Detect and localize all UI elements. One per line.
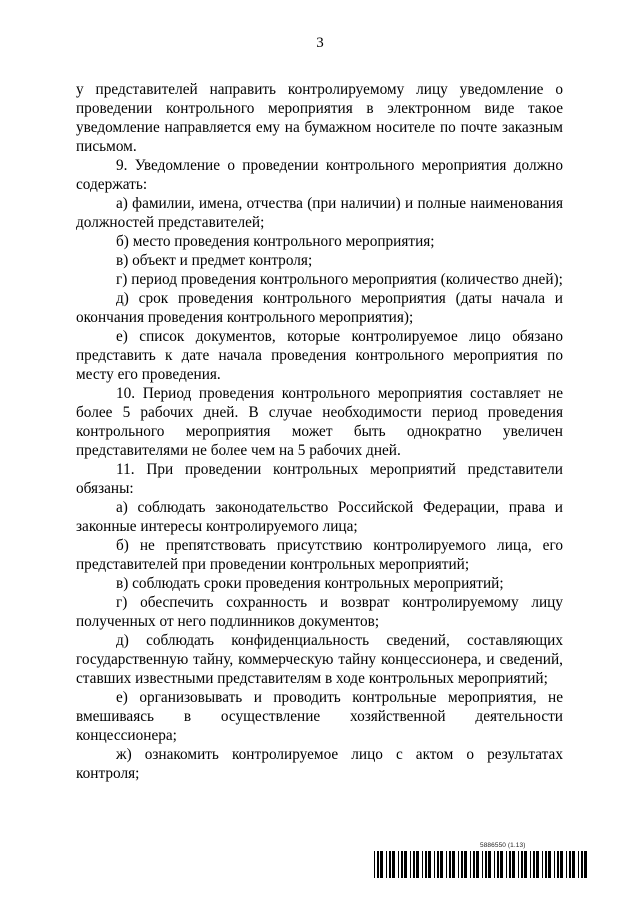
paragraph-9a: а) фамилии, имена, отчества (при наличии) и полные наименования должностей представителей;: [76, 195, 563, 231]
paragraph-11b: б) не препятствовать присутствию контролируемого лица, его представителей при проведении контрольных мероприятий;: [76, 537, 563, 573]
paragraph-9d: д) срок проведения контрольного мероприятия (даты начала и окончания проведения контрольного мероприятия);: [76, 290, 563, 326]
paragraph-continuation: у представителей направить контролируемому лицу уведомление о проведении контрольного мероприятия в электронном виде такое уведомление направляется ему на бумажном носителе по почте заказным письмом.: [76, 81, 563, 155]
paragraph-9b: б) место проведения контрольного мероприятия;: [116, 233, 435, 250]
page-number: 3: [316, 35, 324, 51]
paragraph-9e: е) список документов, которые контролируемое лицо обязано представить к дате начала проведения контрольного мероприятия по месту его проведения.: [76, 328, 563, 383]
paragraph-11a: а) соблюдать законодательство Российской Федерации, права и законные интересы контролируемого лица;: [76, 499, 563, 535]
paragraph-10: 10. Период проведения контрольного мероприятия составляет не более 5 рабочих дней. В случае необходимости период проведения контрольного мероприятия может быть однократно увеличен представителями не более чем на 5 рабочих дней.: [76, 385, 563, 459]
paragraph-11: 11. При проведении контрольных мероприятий представители обязаны:: [76, 461, 563, 497]
document-body: [76, 80, 563, 783]
paragraph-9g: г) период проведения контрольного мероприятия (количество дней);: [116, 271, 563, 288]
paragraph-11d: д) соблюдать конфиденциальность сведений, составляющих государственную тайну, коммерческую тайну концессионера, и сведений, ставших известными представителям в ходе контрольных мероприятий;: [76, 632, 563, 687]
paragraph-9v: в) объект и предмет контроля;: [116, 252, 313, 269]
document-id: 5886550 (1.13): [480, 842, 526, 849]
paragraph-11v: в) соблюдать сроки проведения контрольных мероприятий;: [116, 575, 504, 592]
paragraph-11g: г) обеспечить сохранность и возврат контролируемому лицу полученных от него подлинников документов;: [76, 594, 563, 630]
paragraph-11zh: ж) ознакомить контролируемое лицо с актом о результатах контроля;: [76, 746, 563, 782]
paragraph-9: 9. Уведомление о проведении контрольного мероприятия должно содержать:: [76, 157, 563, 193]
paragraph-11e: е) организовывать и проводить контрольные мероприятия, не вмешиваясь в осуществление хозяйственной деятельности концессионера;: [76, 689, 563, 744]
barcode: [374, 851, 590, 878]
